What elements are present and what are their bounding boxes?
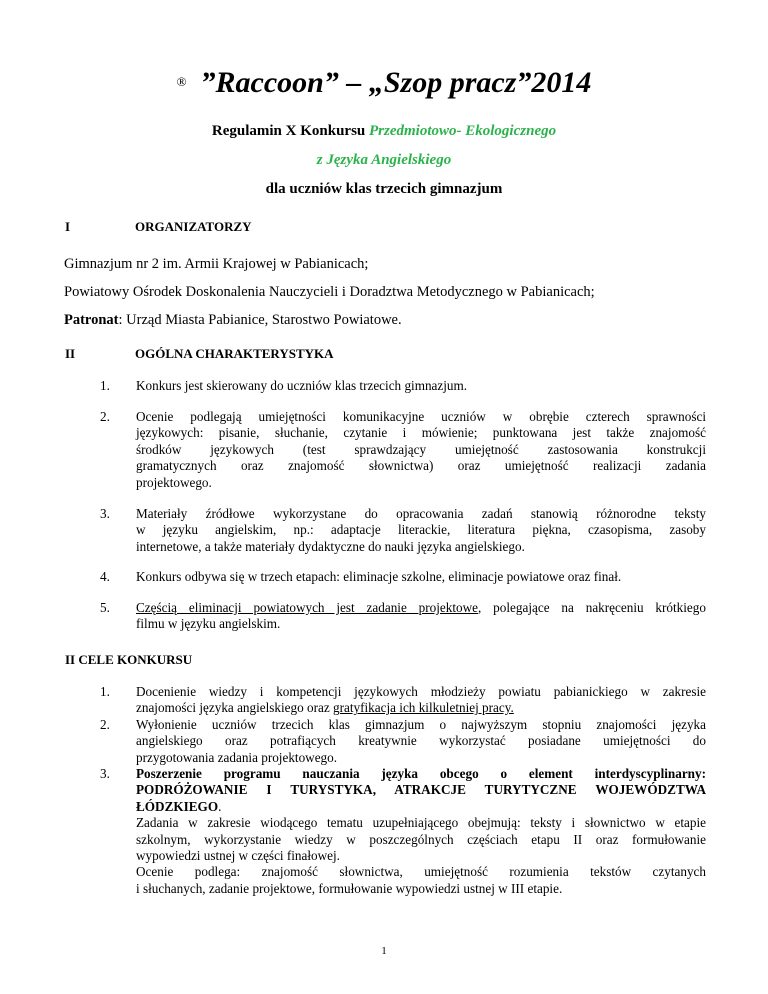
underlined-text: gratyfikacja ich kilkuletniej pracy. [333, 700, 514, 716]
list-item-number: 1. [100, 378, 110, 393]
section-1-number: I [65, 219, 71, 234]
title-text: ”Raccoon” – „Szop pracz”2014 [200, 66, 592, 99]
list-item-number: 5. [100, 600, 110, 615]
list-item-line: gramatycznych oraz znajomość słownictwa) oraz umiejętność realizacji zadania [136, 458, 706, 474]
subtitle-audience: dla uczniów klas trzecich gimnazjum [265, 181, 503, 197]
list-item-line: Poszerzenie programu nauczania języka obcego o element interdyscyplinarny: [136, 766, 706, 781]
section-1-para-1: Gimnazjum nr 2 im. Armii Krajowej w Pabianicach; [64, 256, 369, 272]
list-item-line: projektowego. [136, 474, 212, 490]
subtitle-line-2 [0, 152, 768, 169]
list-item-line: internetowe, a także materiały dydaktyczne do nauki języka angielskiego. [136, 538, 525, 554]
list-item-line: Docenienie wiedzy i kompetencji językowych młodzieży powiatu pabianickiego w zakresie [136, 684, 706, 699]
bold-text: ŁÓDZKIEGO [136, 798, 219, 814]
list-item-number: 4. [100, 569, 110, 584]
subtitle-prefix: Regulamin X Konkursu [211, 123, 370, 139]
list-item-line: wypowiedzi ustnej w części finałowej. [136, 848, 340, 864]
list-item-line: angielskiego oraz potrafiących kreatywnie wykorzystać posiadane umiejętności do [136, 733, 706, 749]
list-item-line: szkolnym, wykorzystanie wiedzy w poszczególnych częściach etapu II oraz formułowanie [136, 831, 706, 847]
list-item-text: . [218, 798, 222, 814]
list-item-text: znajomości języka angielskiego oraz [136, 700, 334, 716]
list-item-number: 3. [100, 766, 110, 781]
section-2-number: II [65, 346, 76, 361]
list-item-line: Konkurs jest skierowany do uczniów klas trzecich gimnazjum. [136, 378, 468, 393]
list-item-line: w języku angielskim, np.: adaptacje literackie, literatura piękna, czasopisma, zasoby [136, 522, 706, 538]
patronat-label: Patronat [64, 312, 119, 328]
list-item-line: przygotowania zadania projektowego. [136, 749, 338, 765]
document-title [0, 66, 768, 100]
section-1-para-3 [64, 312, 402, 329]
patronat-text: : Urząd Miasta Pabianice, Starostwo Powiatowe. [118, 312, 402, 328]
section-3-title: II CELE KONKURSU [65, 652, 193, 667]
subtitle-line-1 [0, 123, 768, 140]
list-item-text: , polegające na nakręceniu krótkiego [478, 600, 706, 615]
underlined-text: Częścią eliminacji powiatowych jest zadanie projektowe [136, 600, 479, 615]
section-1-title: ORGANIZATORZY [135, 219, 252, 234]
registered-mark: ® [176, 74, 187, 90]
list-item-number: 3. [100, 506, 110, 521]
list-item-line [136, 700, 706, 716]
list-item-line: Ocenie podlega: znajomość słownictwa, umiejętność rozumienia tekstów czytanych [136, 864, 706, 880]
list-item-line: Konkurs odbywa się w trzech etapach: eliminacje szkolne, eliminacje powiatowe oraz finał. [136, 569, 622, 584]
list-item-line: Ocenie podlegają umiejętności komunikacyjne uczniów w obrębie czterech sprawności [136, 409, 706, 424]
list-item-line: i słuchanych, zadanie projektowe, formułowanie wypowiedzi ustnej w III etapie. [136, 880, 563, 896]
list-item-line: językowych: pisanie, słuchanie, czytanie i mówienie; punktowana jest także znajomość [136, 425, 706, 441]
list-item-line: Wyłonienie uczniów trzecich klas gimnazjum o najwyższym stopniu znajomości języka [136, 717, 706, 732]
list-item-number: 2. [100, 717, 110, 732]
section-2-title: OGÓLNA CHARAKTERYSTYKA [135, 346, 334, 361]
list-item-line [136, 600, 706, 616]
page-number: 1 [381, 945, 387, 957]
list-item-line: Zadania w zakresie wiodącego tematu uzupełniającego obejmują: teksty i słownictwo w etapie [136, 815, 706, 831]
list-item-line: PODRÓŻOWANIE I TURYSTYKA, ATRAKCJE TURYTYCZNE WOJEWÓDZTWA [136, 782, 706, 798]
list-item-line: Materiały źródłowe wykorzystane do opracowania zadań stanowią różnorodne teksty [136, 506, 706, 521]
list-item-number: 1. [100, 684, 110, 699]
subtitle-green: Przedmiotowo- Ekologicznego [369, 123, 557, 139]
list-item-number: 2. [100, 409, 110, 424]
list-item-line: filmu w języku angielskim. [136, 616, 281, 632]
list-item-line: środków językowych (test sprawdzający umiejętność zastosowania konstrukcji [136, 441, 706, 457]
section-1-para-2: Powiatowy Ośrodek Doskonalenia Nauczycieli i Doradztwa Metodycznego w Pabianicach; [64, 284, 595, 300]
list-item-line [136, 799, 706, 815]
subtitle-green-2: z Języka Angielskiego [316, 152, 452, 168]
